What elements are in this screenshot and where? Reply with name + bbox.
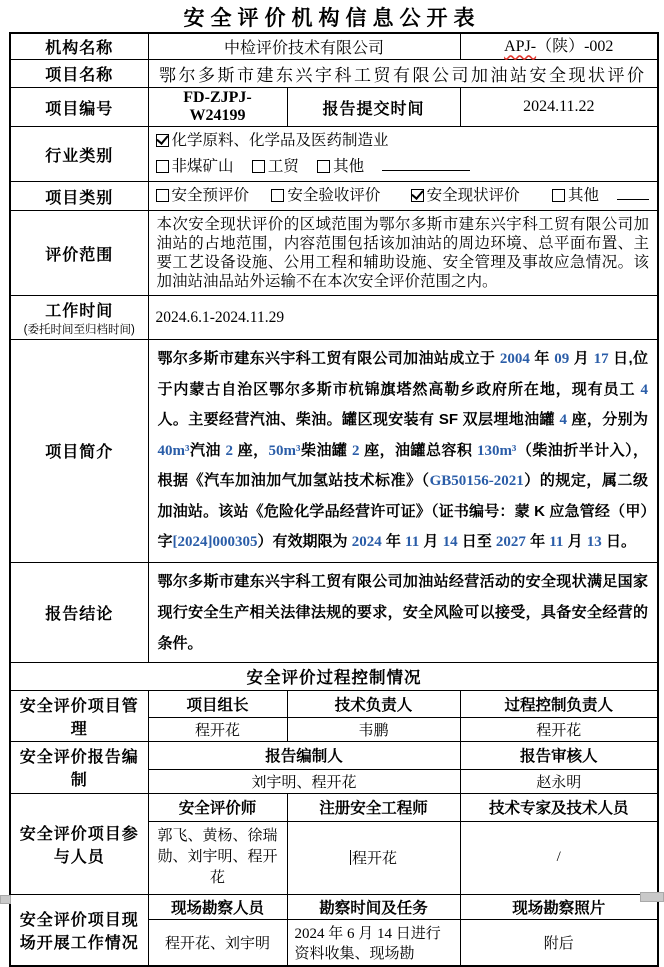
compilation-col2: 报告审核人	[460, 741, 658, 769]
project-name-value: 鄂尔多斯市建东兴宇科工贸有限公司加油站安全现状评价	[148, 60, 658, 88]
blank-underline	[617, 184, 649, 200]
org-value: 中检评价技术有限公司	[148, 33, 460, 60]
profile-number: 2004	[499, 351, 530, 367]
checkbox-icon	[156, 160, 169, 173]
row-profile	[10, 340, 658, 563]
work-time-sublabel: (委托时间至归档时间)	[23, 324, 135, 336]
row-scope	[10, 211, 658, 296]
compilation-col1: 报告编制人	[148, 741, 460, 769]
row-project-no	[10, 88, 658, 127]
profile-text: 月	[569, 350, 594, 367]
checkbox-option	[271, 187, 380, 204]
checkbox-icon	[552, 189, 565, 202]
scrollbar-fragment[interactable]	[640, 892, 664, 902]
profile-value	[148, 340, 658, 563]
checkbox-label: 安全预评价	[171, 187, 250, 204]
row-category	[10, 182, 658, 211]
profile-number: 14	[442, 534, 458, 550]
project-no-label: 项目编号	[10, 88, 148, 127]
checkbox-label: 其他	[567, 187, 599, 204]
row-project-name	[10, 60, 658, 88]
profile-number: 2	[225, 442, 233, 459]
row-compilation-header	[10, 741, 658, 769]
management-col2: 技术负责人	[287, 690, 460, 717]
compilation-val1: 刘宇明、程开花	[148, 769, 460, 793]
profile-number: [2024]000305	[172, 534, 258, 550]
scope-label: 评价范围	[10, 211, 148, 296]
submit-time-value: 2024.11.22	[460, 88, 658, 127]
profile-number: GB50156-2021	[429, 473, 524, 489]
profile-text: ）的规定，属二级加油站。该站《危险化学品经营许可证》（证书编号：蒙 K 应急管经（甲）字	[157, 472, 649, 550]
category-label: 项目类别	[10, 182, 148, 211]
checkbox-icon	[317, 160, 330, 173]
profile-text: 座，油罐总容积	[359, 441, 477, 459]
org-label: 机构名称	[10, 33, 148, 60]
category-options	[148, 182, 658, 211]
profile-text: 年	[525, 533, 550, 550]
profile-number: 13	[586, 534, 602, 550]
cert-cell	[460, 33, 658, 60]
project-name-label: 项目名称	[10, 60, 148, 88]
participants-val1: 郭飞、黄杨、徐瑞勋、刘宇明、程开花	[148, 821, 287, 894]
row-org	[10, 33, 658, 60]
checkbox-icon	[156, 189, 169, 202]
profile-number: 4	[640, 381, 649, 398]
profile-text: ）有效期限为	[257, 533, 352, 550]
info-table	[9, 32, 659, 967]
row-industry	[10, 127, 658, 182]
checkbox-option	[156, 187, 250, 204]
site-label: 安全评价项目现场开展工作情况	[10, 894, 148, 966]
site-col2: 勘察时间及任务	[287, 894, 460, 919]
site-val2: 2024 年 6 月 14 日进行资料收集、现场勘	[287, 919, 460, 966]
participants-col3: 技术专家及技术人员	[460, 793, 658, 821]
page-title: 安全评价机构信息公开表	[183, 6, 481, 30]
profile-text: 座，分别为	[566, 411, 649, 428]
row-conclusion	[10, 562, 658, 662]
checkbox-icon	[411, 189, 424, 202]
profile-text: 日,位于内蒙古自治区鄂尔多斯市杭锦旗塔然高勒乡政府所在地，现有员工	[157, 350, 649, 398]
scrollbar-fragment[interactable]	[0, 895, 11, 904]
row-work-time	[10, 296, 658, 340]
checkbox-label: 安全现状评价	[426, 187, 520, 204]
profile-number: 11	[405, 534, 420, 550]
profile-number: 50m³	[268, 442, 301, 459]
profile-text: 汽油	[189, 441, 226, 459]
checkbox-icon	[252, 160, 265, 173]
profile-text: 年	[529, 350, 555, 367]
checkbox-option	[411, 187, 520, 204]
row-management-header	[10, 690, 658, 717]
checkbox-icon	[156, 134, 169, 147]
profile-number: 09	[554, 351, 570, 367]
profile-text: 鄂尔多斯市建东兴宇科工贸有限公司加油站成立于	[157, 350, 500, 367]
management-val3: 程开花	[460, 717, 658, 741]
industry-label: 行业类别	[10, 127, 148, 182]
participants-val2: 程开花	[287, 821, 460, 894]
management-col1: 项目组长	[148, 690, 287, 717]
compilation-val2: 赵永明	[460, 769, 658, 793]
profile-number: 2024	[351, 534, 382, 550]
profile-label: 项目简介	[10, 340, 148, 563]
profile-text: 月	[419, 533, 443, 550]
conclusion-label: 报告结论	[10, 562, 148, 662]
profile-number: 17	[593, 351, 609, 367]
participants-col1: 安全评价师	[148, 793, 287, 821]
work-time-value: 2024.6.1-2024.11.29	[148, 296, 658, 340]
participants-val3: /	[460, 821, 658, 894]
process-section-header: 安全评价过程控制情况	[10, 662, 658, 690]
participants-label: 安全评价项目参与人员	[10, 793, 148, 894]
profile-number: 11	[549, 534, 564, 550]
checkbox-icon	[271, 189, 284, 202]
blank-underline	[382, 155, 470, 171]
profile-text: 月	[563, 533, 587, 550]
profile-text: 日。	[601, 533, 636, 550]
cert-value-rest: （陕）-002	[536, 37, 614, 55]
profile-text: 日至	[457, 533, 496, 550]
cert-value	[461, 35, 658, 59]
profile-text: 人。主要经营汽油、柴油。罐区现安装有 SF 双层埋地油罐	[157, 411, 560, 428]
project-no-value: FD-ZJPJ-W24199	[148, 88, 287, 127]
profile-text: 年	[381, 533, 406, 550]
site-val1: 程开花、刘宇明	[148, 919, 287, 966]
checkbox-option	[156, 158, 234, 175]
checkbox-option	[156, 132, 389, 149]
profile-text: （柴油折半计入），根据《汽车加油加气加氢站技术标准》（	[157, 441, 649, 489]
industry-line-2	[156, 154, 651, 180]
checkbox-option	[252, 158, 299, 175]
row-process-header	[10, 662, 658, 690]
participants-col2: 注册安全工程师	[287, 793, 460, 821]
profile-text: 柴油罐	[300, 441, 352, 459]
compilation-label: 安全评价报告编制	[10, 741, 148, 793]
checkbox-label: 其他	[333, 158, 365, 175]
checkbox-option	[552, 187, 599, 204]
profile-number: 2027	[495, 534, 526, 550]
profile-number: 130m³	[476, 442, 517, 459]
text-cursor	[350, 850, 351, 865]
industry-options	[148, 127, 658, 182]
cert-value-prefix: APJ-	[504, 37, 537, 55]
site-col3: 现场勘察照片	[460, 894, 658, 919]
work-time-label: 工作时间 (委托时间至归档时间)	[10, 296, 148, 340]
management-val2: 韦鹏	[287, 717, 460, 741]
industry-line-1	[156, 128, 651, 154]
profile-number: 4	[559, 412, 567, 428]
site-col1: 现场勘察人员	[148, 894, 287, 919]
checkbox-label: 工贸	[267, 158, 299, 175]
checkbox-label: 化学原料、化学品及医药制造业	[171, 132, 389, 149]
site-val3: 附后	[460, 919, 658, 966]
row-site-header	[10, 894, 658, 919]
category-line	[156, 183, 651, 209]
checkbox-option	[317, 158, 364, 175]
profile-number: 2	[352, 442, 360, 459]
row-participants-header	[10, 793, 658, 821]
scope-value: 本次安全现状评价的区域范围为鄂尔多斯市建东兴宇科工贸有限公司加油站的占地范围，内容范围包括该加油站的周边环境、总平面布置、主要工艺设备设施、公用工程和辅助设施、安全管理及事故应急情况。该加油站油品站外运输不在本次安全评价范围之内。	[148, 211, 658, 296]
management-val1: 程开花	[148, 717, 287, 741]
conclusion-value: 鄂尔多斯市建东兴宇科工贸有限公司加油站经营活动的安全现状满足国家现行安全生产相关法律法规的要求，安全风险可以接受，具备安全经营的条件。	[148, 562, 658, 662]
profile-text: 座，	[233, 441, 269, 459]
submit-time-label: 报告提交时间	[287, 88, 460, 127]
management-label: 安全评价项目管理	[10, 690, 148, 741]
checkbox-label: 安全验收评价	[287, 187, 381, 204]
profile-number: 40m³	[157, 442, 190, 459]
checkbox-label: 非煤矿山	[171, 158, 234, 175]
management-col3: 过程控制负责人	[460, 690, 658, 717]
